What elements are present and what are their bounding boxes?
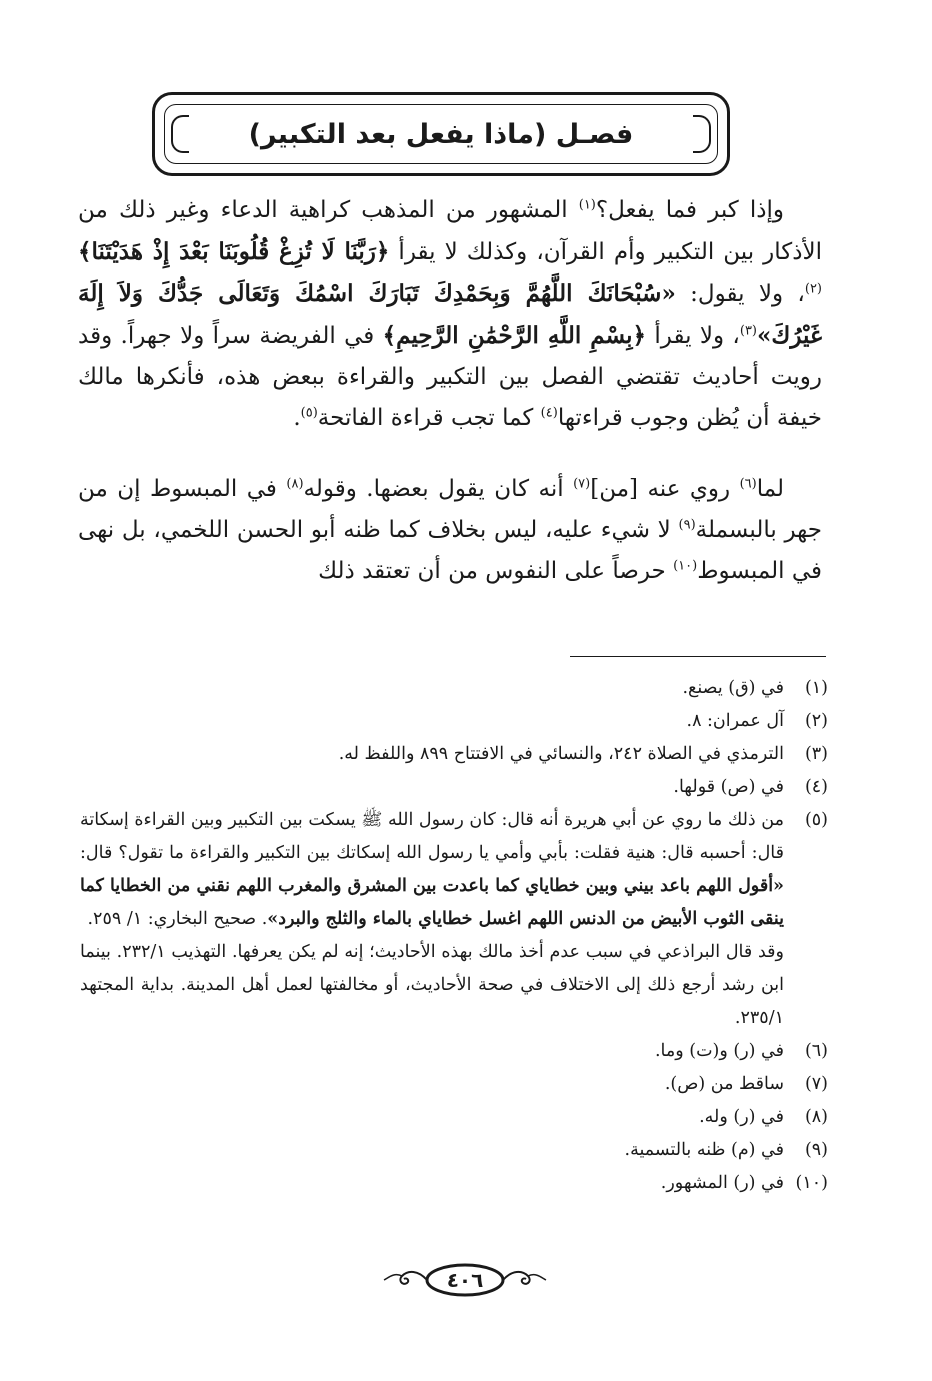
footnote-number: (٦) — [804, 1041, 828, 1061]
footnote-ref[interactable]: (٦) — [739, 476, 757, 492]
footnote-text — [80, 804, 784, 1035]
footnote-text: في (ر) المشهور. — [660, 1173, 784, 1193]
footnote-text: ساقط من (ص). — [664, 1074, 784, 1094]
footnote-item — [80, 771, 828, 804]
text-run: حرصاً على النفوس من أن تعتقد ذلك — [318, 558, 674, 584]
footnote-text: الترمذي في الصلاة ٢٤٢، والنسائي في الافتتاح ٨٩٩ واللفظ له. — [338, 744, 784, 764]
footnote-number: (١) — [804, 678, 828, 698]
footnotes-list — [80, 672, 828, 1200]
hadith-quote: «أقول اللهم باعد بيني وبين خطاياي كما باعدت بين المشرق والمغرب اللهم نقني من الخطايا كما ينقى الثوب الأبيض من الدنس اللهم اغسل خطاياي بالماء والثلج والبرد» — [80, 876, 784, 929]
text-run: لا شيء عليه، ليس بخلاف كما ظنه أبو الحسن اللخمي، بل نهى في المبسوط — [78, 517, 822, 584]
chapter-heading-inner — [164, 104, 718, 164]
footnote-ref[interactable]: (٨) — [286, 476, 304, 492]
footnote-number: (٨) — [804, 1107, 828, 1127]
text-run: ، ولا يقول: — [675, 281, 805, 307]
footnote-number: (٣) — [804, 744, 828, 764]
page-number-ornament — [380, 1262, 550, 1298]
footnote-number: (٢) — [804, 711, 828, 731]
footnote-text-run: . صحيح البخاري: ١/ ٢٥٩. — [87, 909, 268, 929]
footnote-ref[interactable]: (٩) — [678, 517, 696, 533]
footnote-text: في (ص) قولها. — [673, 777, 784, 797]
footnote-item — [80, 1167, 828, 1200]
text-run: وإذا كبر فما يفعل؟ — [595, 197, 784, 223]
footnote-ref[interactable]: (٢) — [804, 281, 822, 297]
text-run: روي عنه [من] — [590, 476, 740, 502]
hadith-quote: «سُبْحَانَكَ اللَّهُمَّ وَبِحَمْدِكَ تَبَارَكَ اسْمُكَ وَتَعَالَى جَدُّكَ وَلاَ إِلَهَ غَيْرُكَ» — [78, 280, 822, 349]
footnote-text: في (م) ظنه بالتسمية. — [624, 1140, 784, 1160]
text-run: ، ولا يقرأ — [646, 323, 740, 349]
footnote-text: في (ر) و(ت) وما. — [654, 1041, 784, 1061]
footnote-ref[interactable]: (٣) — [739, 323, 757, 339]
footnote-separator — [570, 656, 826, 657]
footnote-number: (٥) — [804, 810, 828, 830]
footnote-item — [80, 1068, 828, 1101]
footnote-item — [80, 1035, 828, 1068]
footnote-item — [80, 1101, 828, 1134]
chapter-heading-frame — [152, 92, 730, 176]
paragraph-1 — [78, 190, 822, 439]
footnote-text-run: وقد قال البراذعي في سبب عدم أخذ مالك بهذه الأحاديث؛ إنه لم يكن يعرفها. التهذيب ٢٣٢/١. بينما ابن رشد أرجع ذلك إلى الاختلاف في صحة الأحاديث، أو مخالفتها لعمل أهل المدينة. بداية المجتهد ٢٣٥/١. — [80, 942, 784, 1028]
footnote-text: آل عمران: ٨. — [686, 711, 784, 731]
text-run: في المبسوط إن من جهر بالبسملة — [78, 476, 822, 543]
footnote-item — [80, 672, 828, 705]
main-text — [78, 190, 822, 592]
basmala-quote: ﴿بِسْمِ اللَّهِ الرَّحْمَٰنِ الرَّحِيمِ﴾ — [382, 322, 647, 349]
footnote-item — [80, 705, 828, 738]
text-run: . — [293, 405, 301, 431]
text-run: لما — [756, 476, 785, 502]
text-run: في الفريضة سراً ولا جهراً. وقد رويت أحاديث تقتضي الفصل بين التكبير والقراءة ببعض هذه، فأنكرها مالك خيفة أن يُظن وجوب قراءتها — [78, 323, 822, 431]
footnote-item — [80, 804, 828, 1035]
page-number: ٤٠٦ — [446, 1268, 484, 1292]
footnote-number: (٩) — [804, 1140, 828, 1160]
footnote-text: في (ق) يصنع. — [682, 678, 784, 698]
footnote-text-run: من ذلك ما روي عن أبي هريرة أنه قال: كان رسول الله ﷺ يسكت بين التكبير وبين القراءة إسكاتة قال: أحسبه قال: هنية فقلت: بأبي وأمي يا رسول الله إسكاتك بين التكبير والقراءة ما تقول؟ قال: — [80, 810, 784, 863]
footnote-number: (٤) — [804, 777, 828, 797]
footnote-ref[interactable]: (١) — [578, 197, 596, 213]
text-run: كما تجب قراءة الفاتحة — [317, 405, 541, 431]
paragraph-2 — [78, 469, 822, 592]
text-run: أنه كان يقول بعضها. وقوله — [303, 476, 574, 502]
footnote-item — [80, 738, 828, 771]
footnote-number: (١٠) — [795, 1173, 828, 1193]
footnote-ref[interactable]: (٥) — [300, 405, 318, 421]
footnote-ref[interactable]: (٤) — [540, 405, 558, 421]
footnote-item — [80, 1134, 828, 1167]
chapter-title: فصـل (ماذا يفعل بعد التكبير) — [248, 118, 634, 150]
quran-quote: ﴿رَبَّنَا لَا تُزِغْ قُلُوبَنَا بَعْدَ إِذْ هَدَيْتَنَا﴾ — [78, 238, 390, 265]
footnote-number: (٧) — [804, 1074, 828, 1094]
footnote-text: في (ر) وله. — [699, 1107, 784, 1127]
footnote-ref[interactable]: (١٠) — [673, 558, 698, 574]
text-run: المشهور من المذهب كراهية الدعاء وغير ذلك من الأذكار بين التكبير وأم القرآن، وكذلك لا يقرأ — [78, 197, 822, 265]
footnote-ref[interactable]: (٧) — [573, 476, 591, 492]
